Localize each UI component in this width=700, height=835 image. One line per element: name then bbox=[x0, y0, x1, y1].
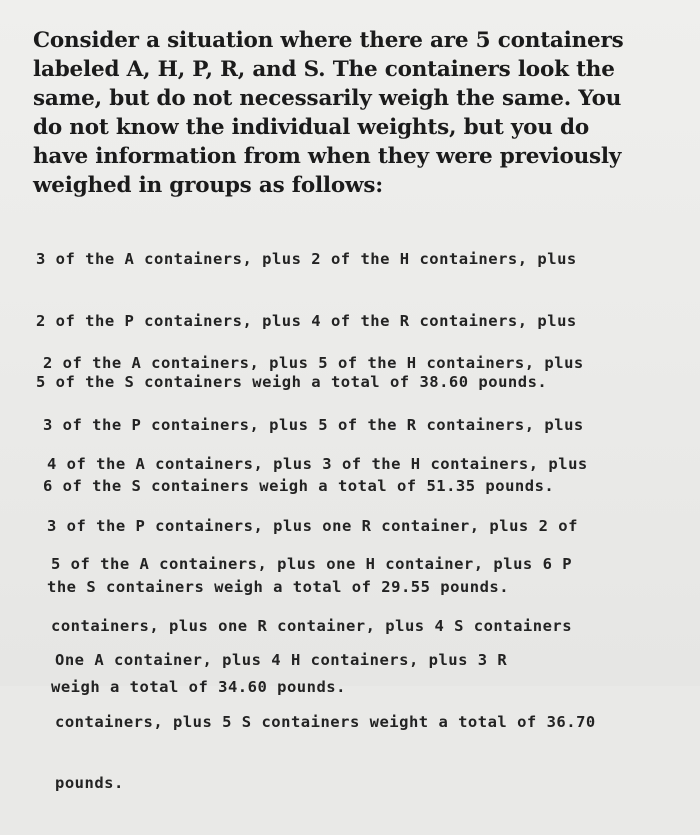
paragraph-line: 3 of the P containers, plus 5 of the R containers, plus bbox=[43, 415, 584, 434]
paragraph-line: 4 of the A containers, plus 3 of the H containers, plus bbox=[47, 455, 588, 473]
paragraph-line: 5 of the A containers, plus one H container, plus 6 P bbox=[51, 555, 573, 573]
paragraph-line: the S containers weigh a total of 29.55 pounds. bbox=[47, 578, 510, 596]
weighing-paragraph-5 bbox=[55, 609, 596, 835]
paragraph-line: 3 of the A containers, plus 2 of the H containers, plus bbox=[36, 250, 577, 268]
paragraph-line: 2 of the A containers, plus 5 of the H containers, plus bbox=[43, 354, 584, 372]
paragraph-line: 6 of the S containers weigh a total of 51.35 pounds. bbox=[43, 477, 555, 495]
paragraph-line: 5 of the S containers weigh a total of 38.60 pounds. bbox=[36, 373, 548, 391]
paragraph-line: containers, plus 5 S containers weight a total of 36.70 bbox=[55, 712, 596, 731]
paragraph-line: weigh a total of 34.60 pounds. bbox=[51, 678, 346, 696]
paragraph-line: pounds. bbox=[55, 774, 124, 792]
paragraph-line: One A container, plus 4 H containers, plus 3 R bbox=[55, 651, 508, 669]
paragraph-line: 2 of the P containers, plus 4 of the R containers, plus bbox=[36, 311, 577, 330]
paragraph-line: 3 of the P containers, plus one R container, plus 2 of bbox=[47, 516, 578, 535]
intro-paragraph: Consider a situation where there are 5 containers labeled A, H, P, R, and S. The containers look the same, but do not necessarily weigh the same. You do not know the individual weights, but you do have information from when they were previously weighed in groups as follows: bbox=[33, 28, 624, 198]
paragraph-line: containers, plus one R container, plus 4 S containers bbox=[51, 616, 573, 635]
